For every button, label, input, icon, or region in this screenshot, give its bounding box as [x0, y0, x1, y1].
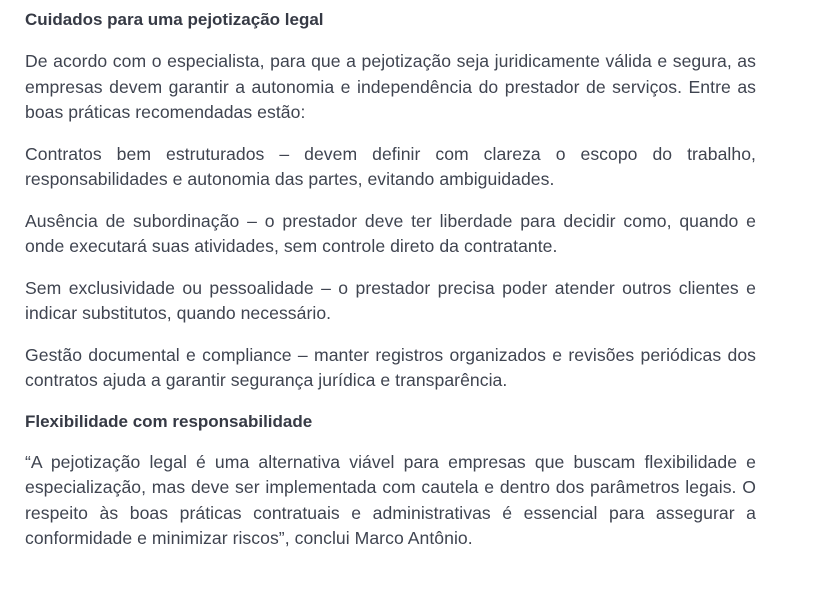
- practice-no-subordination: Ausência de subordinação – o prestador deve ter liberdade para decidir como, quando e onde executará suas atividades, sem controle direto da contratante.: [25, 210, 756, 256]
- closing-quote: “A pejotização legal é uma alternativa viável para empresas que buscam flexibilidade e especialização, mas deve ser implementada com cautela e dentro dos parâmetros legais. O respeito às boas práticas contratuais e administrativas é essencial para assegurar a conformidade e minimizar riscos”, conclui Marco Antônio.: [25, 451, 756, 548]
- practice-no-exclusivity: Sem exclusividade ou pessoalidade – o prestador precisa poder atender outros clientes e indicar substitutos, quando necessário.: [25, 277, 756, 323]
- section-heading-flexibility: Flexibilidade com responsabilidade: [25, 411, 313, 431]
- practice-contracts: Contratos bem estruturados – devem definir com clareza o escopo do trabalho, responsabilidades e autonomia das partes, evitando ambiguidades.: [25, 143, 756, 189]
- intro-paragraph: De acordo com o especialista, para que a pejotização seja juridicamente válida e segura, as empresas devem garantir a autonomia e independência do prestador de serviços. Entre as boas práticas recomendadas estão:: [25, 51, 756, 122]
- section-heading-legal-care: Cuidados para uma pejotização legal: [25, 10, 324, 29]
- practice-compliance: Gestão documental e compliance – manter registros organizados e revisões periódicas dos contratos ajuda a garantir segurança jurídica e transparência.: [25, 344, 756, 390]
- article-body: [25, 0, 756, 552]
